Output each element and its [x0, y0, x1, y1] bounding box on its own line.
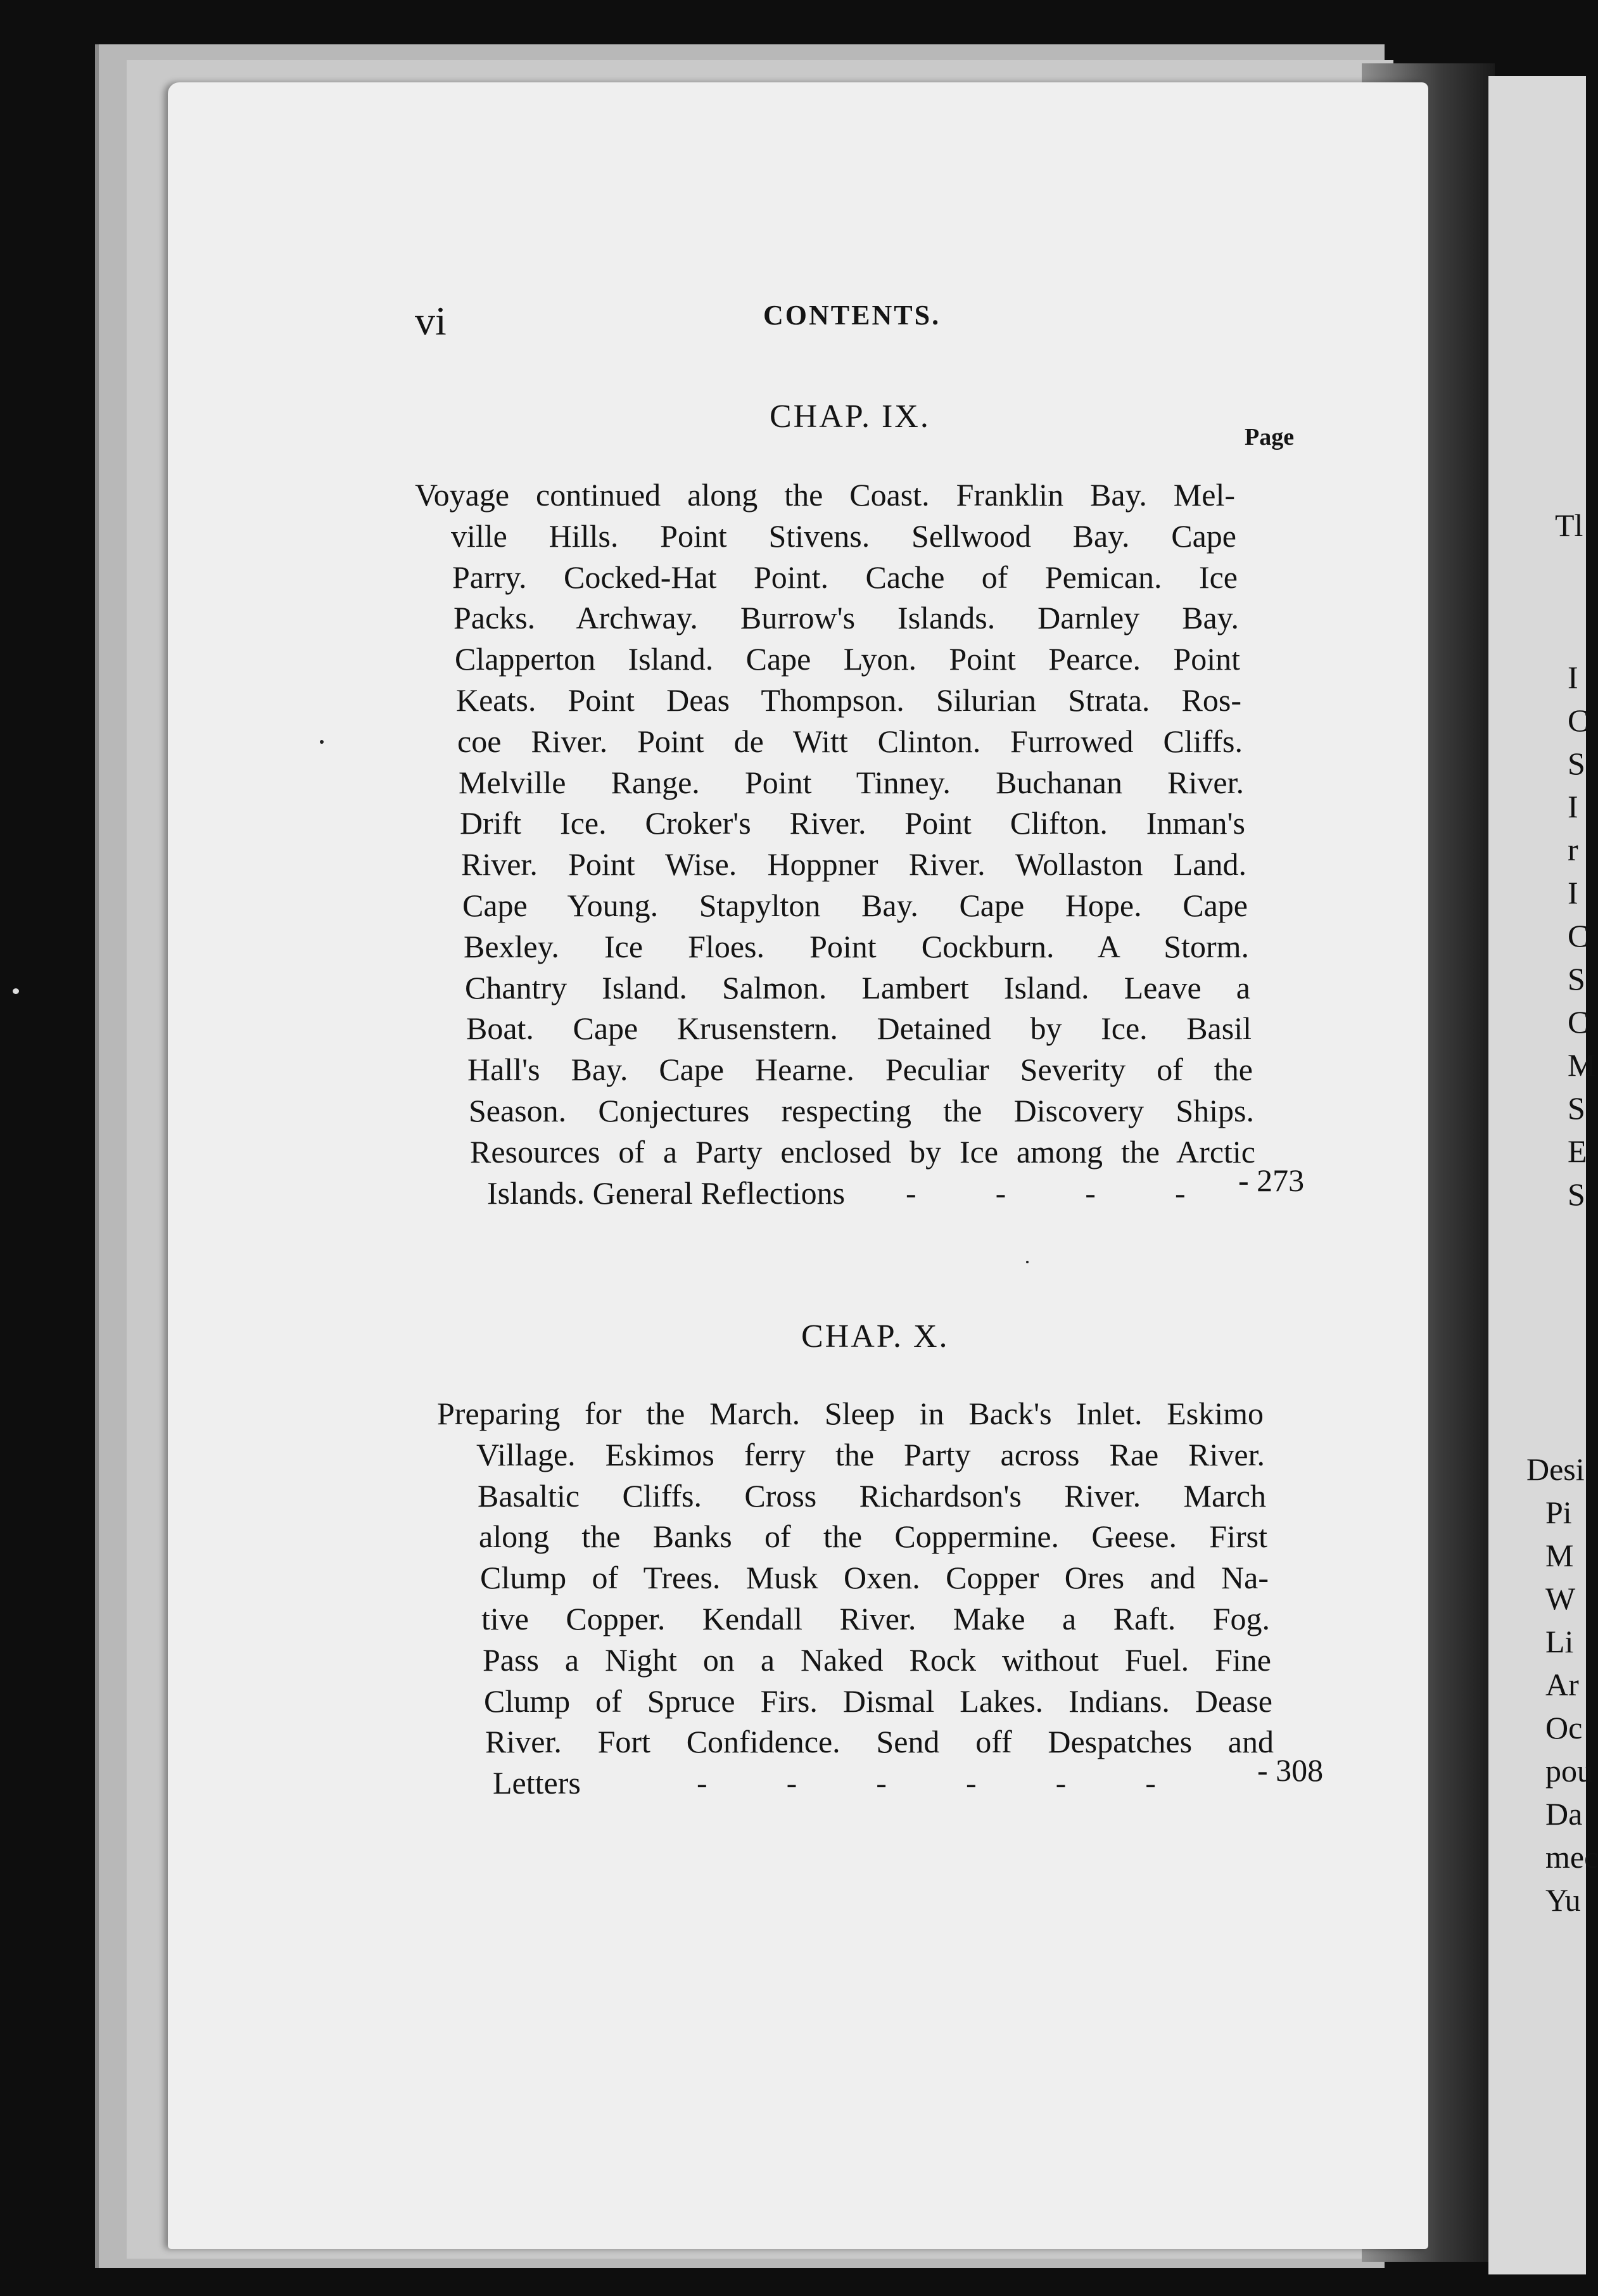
facing-page — [1488, 76, 1598, 2274]
facing-page-fragment: M — [1545, 1538, 1574, 1573]
summary-last-line: Letters — [493, 1765, 581, 1801]
facing-page-fragment: pou — [1545, 1753, 1593, 1789]
summary-line: River. Point Wise. Hoppner River. Wollaston Land. — [461, 846, 1246, 883]
summary-line: Drift Ice. Croker's River. Point Clifton. Inman's — [460, 805, 1245, 841]
summary-line: Basaltic Cliffs. Cross Richardson's River. March — [478, 1477, 1266, 1514]
scan-speck — [1026, 1261, 1029, 1263]
summary-line: Keats. Point Deas Thompson. Silurian Strata. Ros- — [456, 682, 1241, 718]
summary-line: Season. Conjectures respecting the Discovery Ships. — [469, 1093, 1254, 1128]
facing-page-fragment: C — [1568, 918, 1589, 953]
summary-line: Pass a Night on a Naked Rock without Fuel. Fine — [483, 1642, 1271, 1678]
scan-speck — [320, 740, 324, 744]
facing-page-fragment: Yu — [1545, 1882, 1581, 1918]
chapter-page-number: - 308 — [1257, 1752, 1324, 1789]
scan-speck — [13, 988, 19, 994]
facing-page-fragment: E — [1568, 1133, 1587, 1169]
summary-line: Bexley. Ice Floes. Point Cockburn. A Storm. — [464, 928, 1249, 964]
summary-line: ville Hills. Point Stivens. Sellwood Bay. Cape — [451, 518, 1236, 554]
summary-line: tive Copper. Kendall River. Make a Raft. Fog. — [481, 1601, 1270, 1636]
running-head: CONTENTS. — [763, 300, 941, 331]
summary-last-line: Islands. General Reflections — [487, 1175, 846, 1211]
facing-page-fragment: Tl — [1555, 507, 1583, 543]
summary-line: along the Banks of the Coppermine. Geese. First — [479, 1519, 1267, 1555]
summary-line: Resources of a Party enclosed by Ice among the Arctic — [470, 1133, 1255, 1170]
facing-page-fragment: Oc — [1545, 1710, 1583, 1745]
facing-page-fragment: I — [1568, 875, 1578, 910]
facing-page-fragment: Li — [1545, 1624, 1574, 1659]
facing-page-fragment: mec — [1545, 1839, 1598, 1875]
chapter-heading: CHAP. X. — [801, 1318, 949, 1355]
facing-page-fragment: S — [1568, 1177, 1585, 1212]
facing-page-fragment: C — [1568, 703, 1589, 738]
summary-line: Hall's Bay. Cape Hearne. Peculiar Severity of the — [467, 1052, 1253, 1088]
summary-line: Clapperton Island. Cape Lyon. Point Pearce. Point — [455, 641, 1240, 677]
chapter-heading: CHAP. IX. — [770, 399, 930, 435]
summary-line: Clump of Spruce Firs. Dismal Lakes. Indians. Dease — [484, 1683, 1272, 1719]
facing-page-fragment: r — [1568, 832, 1578, 867]
facing-page-fragment: C — [1568, 1004, 1589, 1040]
facing-page-fragment: S — [1568, 961, 1585, 997]
facing-page-fragment: S — [1568, 1090, 1585, 1126]
summary-line: Melville Range. Point Tinney. Buchanan River. — [459, 764, 1244, 800]
facing-page-fragment: I — [1568, 660, 1578, 695]
facing-page-fragment: Desi — [1526, 1451, 1585, 1487]
summary-line: coe River. Point de Witt Clinton. Furrowed Cliffs. — [457, 723, 1243, 759]
summary-line: Preparing for the March. Sleep in Back's Inlet. Eskimo — [437, 1396, 1264, 1431]
summary-line: Boat. Cape Krusenstern. Detained by Ice. Basil — [466, 1011, 1252, 1047]
facing-page-fragment: W — [1545, 1581, 1576, 1616]
summary-line: River. Fort Confidence. Send off Despatches and — [485, 1724, 1274, 1760]
facing-page-fragment: S — [1568, 746, 1585, 781]
facing-page-fragment: Ar — [1545, 1667, 1579, 1702]
facing-page-fragment: I — [1568, 789, 1578, 824]
page-column-label: Page — [1245, 424, 1295, 450]
facing-page-fragment: M — [1568, 1047, 1596, 1083]
summary-line: Voyage continued along the Coast. Franklin Bay. Mel- — [415, 477, 1235, 513]
chapter-page-number: - 273 — [1238, 1162, 1305, 1198]
summary-line: Parry. Cocked-Hat Point. Cache of Pemican. Ice — [452, 559, 1238, 595]
page-folio: vi — [415, 298, 447, 343]
summary-line: Clump of Trees. Musk Oxen. Copper Ores and Na- — [480, 1560, 1269, 1596]
dot-leaders: - - - - - - — [697, 1765, 1156, 1801]
summary-line: Packs. Archway. Burrow's Islands. Darnley Bay. — [453, 600, 1239, 636]
summary-line: Village. Eskimos ferry the Party across Rae River. — [476, 1436, 1265, 1472]
summary-line: Chantry Island. Salmon. Lambert Island. Leave a — [465, 969, 1250, 1005]
dot-leaders: - - - - — [906, 1175, 1186, 1211]
facing-page-fragment: Pi — [1545, 1495, 1572, 1530]
summary-line: Cape Young. Stapylton Bay. Cape Hope. Cape — [462, 888, 1248, 923]
facing-page-fragment: Da — [1545, 1796, 1583, 1832]
